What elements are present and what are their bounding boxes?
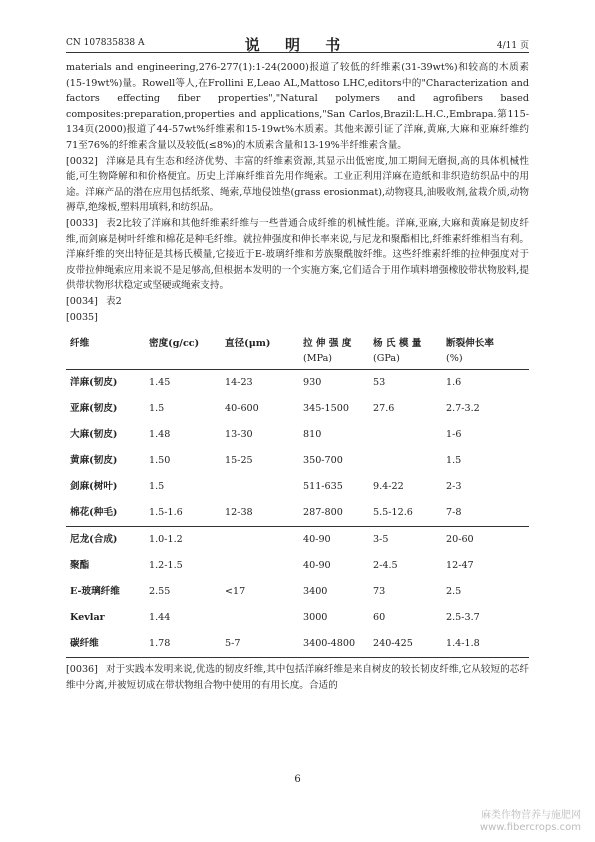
table-cell: 碳纤维 <box>66 631 149 658</box>
table-row <box>66 631 529 658</box>
table-cell: 纤维 <box>70 337 90 349</box>
table-cell: 1.5 <box>149 403 165 415</box>
table-cell: Kevlar <box>70 612 105 624</box>
table-row <box>66 474 529 500</box>
table-cell: 27.6 <box>373 403 395 415</box>
table-caption: 表2 <box>106 295 122 307</box>
table-row <box>66 500 529 527</box>
table-cell: 洋麻(韧皮) <box>70 377 118 389</box>
paragraph-0034 <box>66 294 529 310</box>
table-row <box>66 553 529 579</box>
table-cell: 1.6 <box>446 377 462 389</box>
table-cell: (GPa) <box>373 351 446 370</box>
document-body <box>66 60 529 693</box>
watermark <box>480 810 581 834</box>
table-cell: 14-23 <box>225 377 253 389</box>
table-cell: 1.5-1.6 <box>149 507 183 519</box>
paragraph-text: 表2比较了洋麻和其他纤维素纤维与一些普通合成纤维的机械性能。洋麻,亚麻,大麻和黄麻是韧皮纤维,而剑麻是树叶纤维和棉花是种毛纤维。就拉伸强度和伸长率来说,与尼龙和聚酯相比,纤维素纤维相当有利。洋麻纤维的突出特征是其杨氏模量,它接近于E-玻璃纤维和芳族聚酰胺纤维。这些纤维素纤维的拉伸强度对于皮带拉伸绳索应用来说不是足够高,但根据本发明的一个实施方案,它们适合于用作填料增强橡胶带状物胶料,提供带状物形状稳定或坚硬或绳索支持。 <box>66 217 529 292</box>
watermark-line-2: www.fibercrops.com <box>479 822 581 833</box>
table-cell: 12-38 <box>225 507 253 519</box>
table-cell: 尼龙(合成) <box>66 527 149 554</box>
paragraph-0036 <box>66 662 529 693</box>
table-cell <box>225 351 303 370</box>
watermark-line-1: 麻类作物营养与施肥网 <box>481 810 581 821</box>
table-cell: 2-3 <box>446 481 462 493</box>
paragraph-text: 洋麻是具有生态和经济优势、丰富的纤维素资源,其显示出低密度,加工期间无磨损,高的具体机械性能,可生物降解和和价格便宜。历史上洋麻纤维首先用作绳索。工业正利用洋麻在造纸和非织造纺织品中的用途。洋麻产品的潜在应用包括纸浆、绳索,草地侵蚀垫(grass erosionmat),动物寝具,油吸收剂,盆栽介质,动物褥草,绝缘板,塑料用填料,和纺织品。 <box>66 155 529 214</box>
table-cell <box>149 351 225 370</box>
table-cell: 3400 <box>303 586 328 598</box>
table-cell: 大麻(韧皮) <box>70 429 118 441</box>
table-cell: 2-4.5 <box>373 560 398 572</box>
table-cell: 53 <box>373 377 386 389</box>
paragraph-0035 <box>66 310 529 326</box>
table-cell: 350-700 <box>303 455 343 467</box>
table-cell: 1.5 <box>446 455 462 467</box>
table-cell: 930 <box>303 377 322 389</box>
table-cell <box>225 605 303 631</box>
paragraph-tag: [0032] <box>66 155 98 167</box>
table-cell: 2.5 <box>446 586 462 598</box>
page-label: 4/11 页 <box>496 41 529 51</box>
table-cell: 杨 氏 模 量 <box>373 337 422 349</box>
paragraph-text: 对于实践本发明来说,优选的韧皮纤维,其中包括洋麻纤维是来自树皮的较长韧皮纤维,它从较短的芯纤维中分离,并被短切成在带状物组合物中使用的有用长度。合适的 <box>66 664 529 691</box>
table-cell: 亚麻(韧皮) <box>70 403 118 415</box>
fiber-properties-table <box>66 327 529 658</box>
table-cell <box>373 422 446 448</box>
table-cell: 9.4-22 <box>373 481 404 493</box>
paragraph-0033 <box>66 216 529 294</box>
table-cell: 40-90 <box>303 527 373 554</box>
table-cell <box>66 351 149 370</box>
table-row <box>66 527 529 554</box>
table-cell: 40-90 <box>303 560 331 572</box>
table-units-row <box>66 351 529 370</box>
table-cell: 40-600 <box>225 403 259 415</box>
table-cell: 1.50 <box>149 455 171 467</box>
document-title: 说 明 书 <box>244 36 351 54</box>
table-cell: 1.4-1.8 <box>446 631 529 658</box>
page-header <box>66 34 529 53</box>
table-cell: 73 <box>373 586 386 598</box>
document-number: CN 107835838 A <box>66 38 145 48</box>
paragraph-tag: [0035] <box>66 311 98 323</box>
table-row <box>66 605 529 631</box>
table-row <box>66 579 529 605</box>
table-cell: 1.0-1.2 <box>149 527 225 554</box>
table-cell: 5.5-12.6 <box>373 507 413 519</box>
table-cell: 13-30 <box>225 429 253 441</box>
table-cell: 5-7 <box>225 631 303 658</box>
paragraph-tag: [0036] <box>66 664 98 676</box>
table-cell: 60 <box>373 612 386 624</box>
table-cell: (MPa) <box>303 351 373 370</box>
table-cell: 1.5 <box>149 481 165 493</box>
table-cell: 1.2-1.5 <box>149 560 183 572</box>
table-cell: 810 <box>303 429 322 441</box>
table-cell: 1.44 <box>149 612 171 624</box>
table-cell: 3400-4800 <box>303 631 373 658</box>
table-cell: 287-800 <box>303 507 343 519</box>
table-cell <box>373 448 446 474</box>
table-cell <box>225 474 303 500</box>
table-cell: 240-425 <box>373 631 446 658</box>
table-row <box>66 422 529 448</box>
table-cell: 12-47 <box>446 560 474 572</box>
table-row <box>66 396 529 422</box>
table-cell: 直径(μm) <box>225 337 271 349</box>
table-cell <box>225 527 303 554</box>
table-cell: 345-1500 <box>303 403 349 415</box>
table-cell: E-玻璃纤维 <box>70 586 120 598</box>
table-row <box>66 448 529 474</box>
paragraph-tag: [0034] <box>66 295 98 307</box>
table-cell: 2.7-3.2 <box>446 403 480 415</box>
table-cell: 密度(g/cc) <box>149 337 200 349</box>
table-cell: 1.78 <box>149 631 225 658</box>
table-cell: 7-8 <box>446 507 462 519</box>
paragraph-tag: [0033] <box>66 217 98 229</box>
table-cell: 2.55 <box>149 586 171 598</box>
table-cell: 3-5 <box>373 527 446 554</box>
table-cell: (%) <box>446 351 529 370</box>
table-cell: 20-60 <box>446 527 529 554</box>
table-cell: 1-6 <box>446 429 462 441</box>
page-number: 6 <box>294 774 301 785</box>
table-row <box>66 370 529 397</box>
table-cell: 511-635 <box>303 481 343 493</box>
table-cell: 2.5-3.7 <box>446 612 480 624</box>
table-cell: 15-25 <box>225 455 253 467</box>
table-cell: 3000 <box>303 612 328 624</box>
paragraph-continued: materials and engineering,276-277(1):1-24(2000)报道了较低的纤维素(31-39wt%)和较高的木质素(15-19wt%)量。Rowell等人,在Frollini E,Leao AL,Mattoso LHC,editors中的"Characterization and factors effecting fiber properties","Natural polymers and agrofibers based composites:preparation,properties and applications,"San Carlos,Brazil:L.H.C.,Embrapa.第115-134页(2000)报道了44-57wt%纤维素和15-19wt%木质素。其他来源引证了洋麻,黄麻,大麻和亚麻纤维约71至76%的纤维素含量以及较低(≤8%)的木质素含量和13-19%半纤维素含量。 <box>66 62 529 151</box>
table-cell: 棉花(种毛) <box>70 507 118 519</box>
table-cell: 拉 伸 强 度 <box>303 337 352 349</box>
paragraph-0032 <box>66 154 529 216</box>
table-header-row <box>66 327 529 351</box>
table-cell <box>225 553 303 579</box>
table-cell: 黄麻(韧皮) <box>70 455 118 467</box>
table-cell: 剑麻(树叶) <box>70 481 118 493</box>
table-cell: 1.45 <box>149 377 171 389</box>
table-cell: 聚酯 <box>70 560 90 572</box>
table-cell: <17 <box>225 586 246 598</box>
table-cell: 1.48 <box>149 429 171 441</box>
table-cell: 断裂伸长率 <box>446 337 494 349</box>
